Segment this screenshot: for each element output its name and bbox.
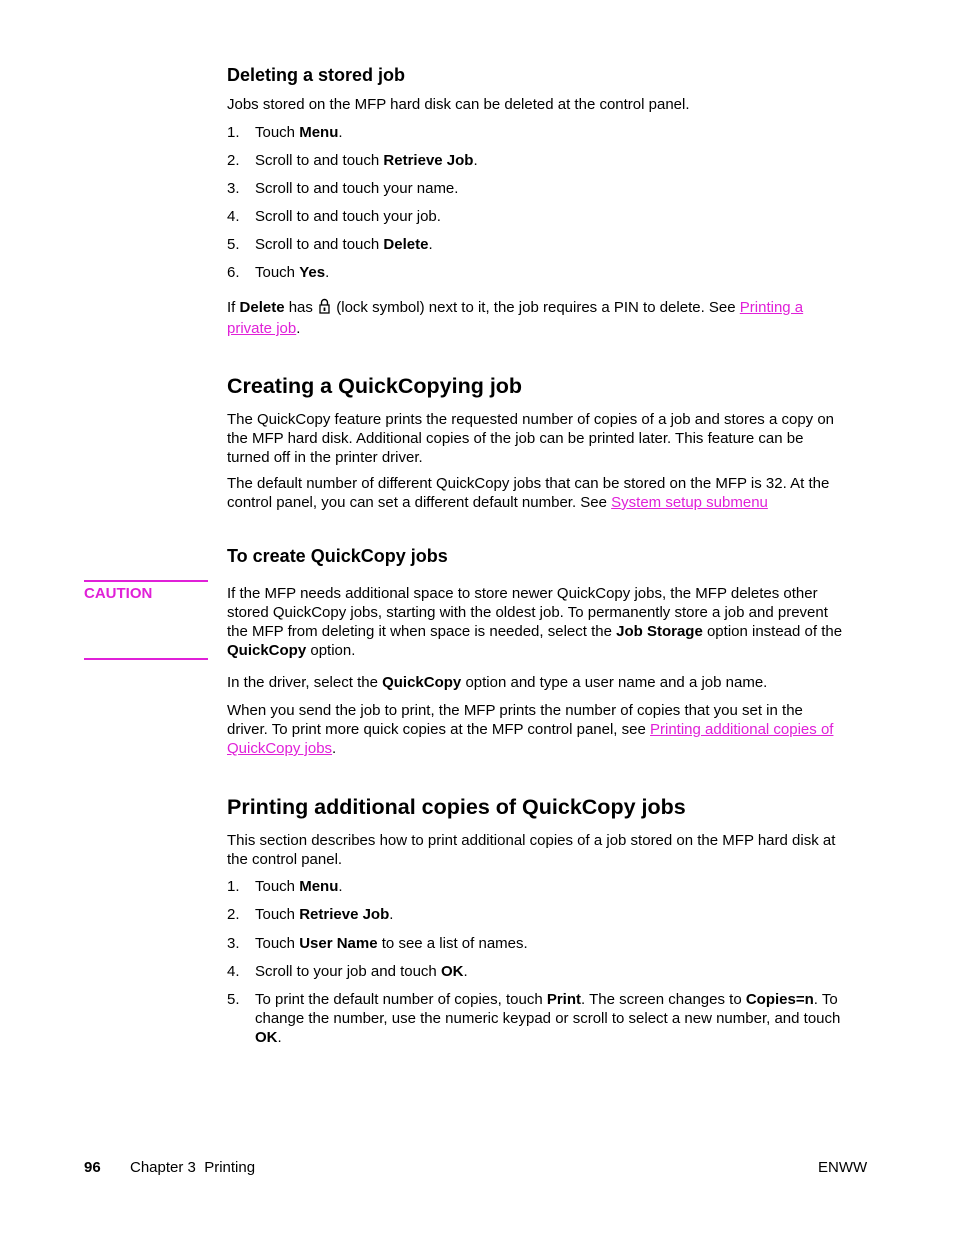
section-heading-creating: Creating a QuickCopying job bbox=[227, 374, 523, 398]
section-heading-printing-additional: Printing additional copies of QuickCopy jobs bbox=[227, 795, 686, 819]
driver-para: In the driver, select the QuickCopy option and type a user name and a job name. bbox=[227, 674, 768, 691]
caution-top-rule bbox=[84, 580, 208, 582]
lock-note: If Delete has (lock symbol) next to it, the job requires a PIN to delete. See Printing a private job. bbox=[227, 299, 804, 337]
caution-bottom-rule bbox=[84, 658, 208, 660]
section-heading-deleting: Deleting a stored job bbox=[227, 65, 406, 85]
lock-icon bbox=[319, 298, 330, 319]
link-system-setup-submenu[interactable]: System setup submenu bbox=[611, 494, 768, 511]
creating-para1: The QuickCopy feature prints the requested number of copies of a job and stores a copy on the MFP hard disk. Additional copies of the job can be printed later. This feature can be turned off in the printer driver. bbox=[227, 411, 835, 466]
caution-label: CAUTION bbox=[84, 585, 153, 602]
creating-para2: The default number of different QuickCopy jobs that can be stored on the MFP is 32. At the control panel, you can set a different default number. See System setup submenu bbox=[227, 475, 830, 511]
section-heading-to-create: To create QuickCopy jobs bbox=[227, 546, 448, 566]
link-quickcopy-jobs[interactable]: QuickCopy jobs bbox=[227, 740, 333, 757]
send-para: When you send the job to print, the MFP prints the number of copies that you set in the driver. To print more quick copies at the MFP control panel, see Printing additional copies of QuickCopy jobs. bbox=[227, 702, 834, 757]
link-printing-private-job[interactable]: Printing a bbox=[739, 299, 804, 316]
deleting-intro: Jobs stored on the MFP hard disk can be deleted at the control panel. bbox=[227, 96, 690, 113]
link-printing-private-job-cont[interactable]: private job bbox=[227, 320, 297, 337]
footer-right: ENWW bbox=[818, 1159, 868, 1176]
caution-text: If the MFP needs additional space to store newer QuickCopy jobs, the MFP deletes other stored QuickCopy jobs, starting with the oldest job. To permanently store a job and prevent the MFP from deleting it when space is needed, select the Job Storage option instead of the QuickCopy option. bbox=[227, 585, 843, 659]
chapter-label: Chapter 3 Printing bbox=[130, 1159, 256, 1176]
link-printing-additional-copies[interactable]: Printing additional copies of bbox=[650, 721, 834, 738]
printing-intro: This section describes how to print additional copies of a job stored on the MFP hard disk at the control panel. bbox=[227, 832, 836, 868]
page-number: 96 bbox=[84, 1159, 101, 1176]
